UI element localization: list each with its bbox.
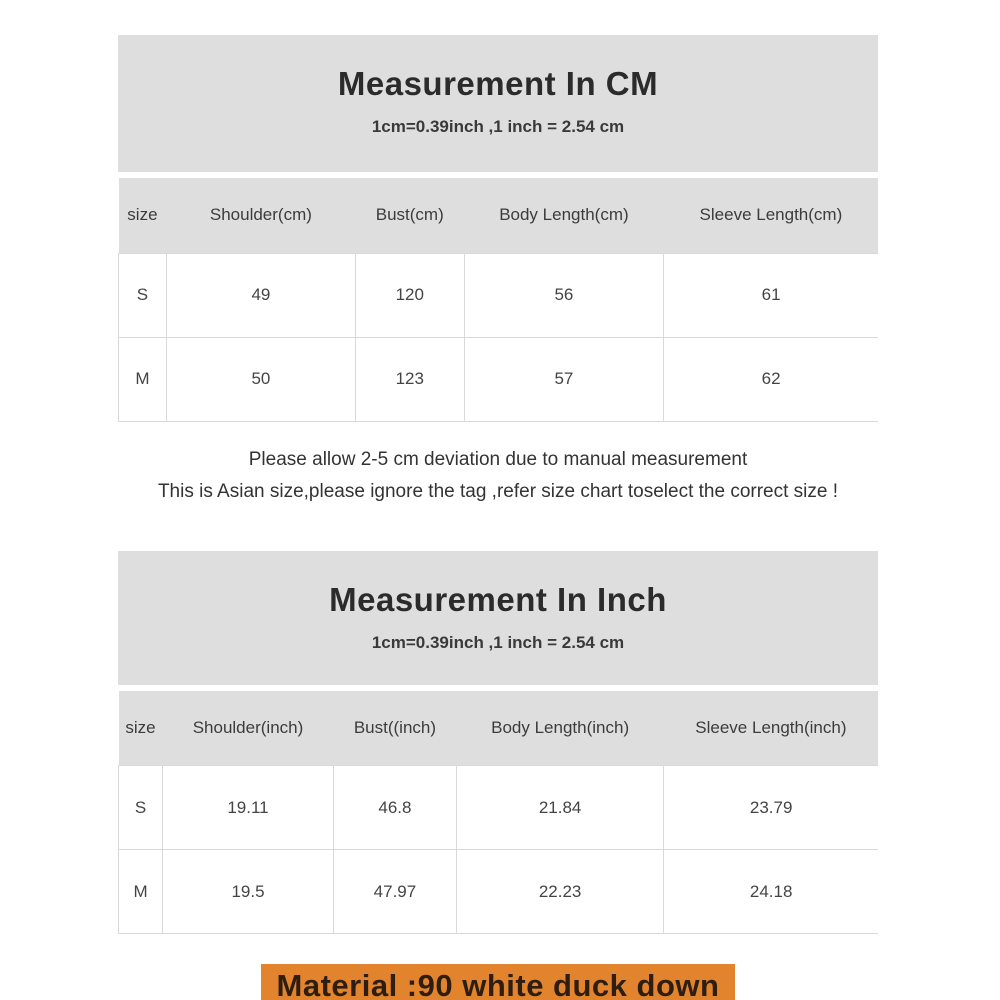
table-cell: M (119, 337, 167, 421)
cm-header-sleeve-length: Sleeve Length(cm) (664, 178, 878, 253)
table-cell: 21.84 (456, 766, 663, 850)
inch-table-header-row (119, 691, 879, 766)
cm-table-header-row (119, 178, 879, 253)
inch-size-table (118, 691, 878, 935)
cm-subtitle: 1cm=0.39inch ,1 inch = 2.54 cm (371, 117, 625, 136)
inch-header-size: size (119, 691, 163, 766)
inch-header-bust: Bust((inch) (333, 691, 456, 766)
table-cell: 24.18 (664, 850, 878, 934)
cm-size-table (118, 178, 878, 422)
size-chart-sheet (118, 35, 878, 934)
table-cell: S (119, 253, 167, 337)
inch-table-row-s (119, 766, 879, 850)
table-cell: 123 (355, 337, 464, 421)
table-cell: 57 (464, 337, 664, 421)
table-cell: S (119, 766, 163, 850)
inch-title: Measurement In Inch (329, 580, 667, 618)
cm-title: Measurement In CM (337, 65, 659, 102)
table-cell: 46.8 (333, 766, 456, 850)
table-cell: 19.5 (163, 850, 334, 934)
table-cell: 56 (464, 253, 664, 337)
inch-header-shoulder: Shoulder(inch) (163, 691, 334, 766)
table-cell: 50 (166, 337, 355, 421)
cm-table-row-s (119, 253, 879, 337)
cm-header-bust: Bust(cm) (355, 178, 464, 253)
cm-header-size: size (119, 178, 167, 253)
cm-table-row-m (119, 337, 879, 421)
cm-header-body-length: Body Length(cm) (464, 178, 664, 253)
table-cell: 22.23 (456, 850, 663, 934)
table-cell: 47.97 (333, 850, 456, 934)
note-deviation: Please allow 2-5 cm deviation due to manual measurement (248, 448, 748, 470)
table-cell: 23.79 (664, 766, 878, 850)
table-cell: 19.11 (163, 766, 334, 850)
table-cell: M (119, 850, 163, 934)
cm-title-block (118, 35, 878, 172)
table-cell: 49 (166, 253, 355, 337)
note-asian-size: This is Asian size,please ignore the tag ,refer size chart toselect the correct size ! (157, 480, 839, 502)
table-cell: 61 (664, 253, 878, 337)
table-cell: 120 (355, 253, 464, 337)
material-row (118, 964, 878, 1000)
inch-header-sleeve-length: Sleeve Length(inch) (664, 691, 878, 766)
inch-title-block (118, 551, 878, 685)
inch-header-body-length: Body Length(inch) (456, 691, 663, 766)
inch-subtitle: 1cm=0.39inch ,1 inch = 2.54 cm (371, 632, 625, 652)
table-cell: 62 (664, 337, 878, 421)
deviation-notes (118, 422, 878, 502)
material-banner: Material :90 white duck down (261, 964, 736, 1000)
inch-table-row-m (119, 850, 879, 934)
cm-header-shoulder: Shoulder(cm) (166, 178, 355, 253)
